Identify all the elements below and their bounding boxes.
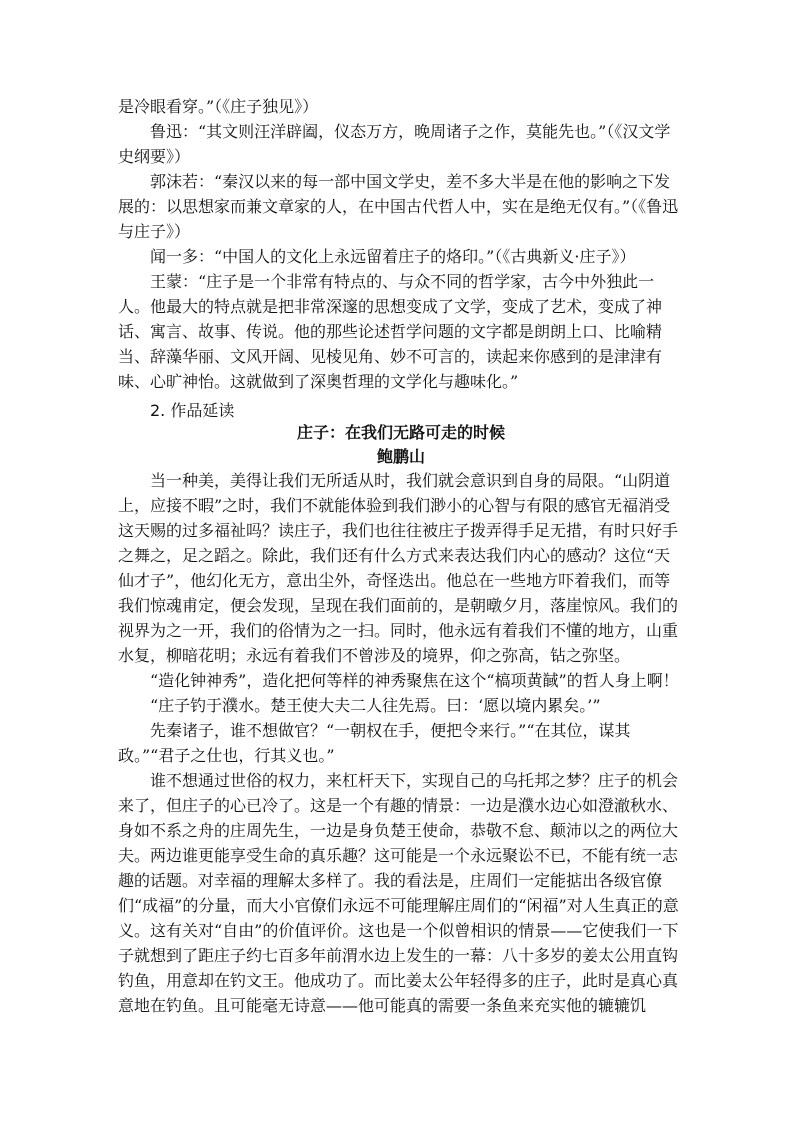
article-paragraph-1: 当一种美，美得让我们无所适从时，我们就会意识到自身的局限。“山阴道上，应接不暇”之时，我们不就能体验到我们渺小的心智与有限的感官无福消受这天赐的过多福祉吗？读庄子，我们也往往被庄子拨弄得手足无措，有时只好手之舞之，足之蹈之。除此，我们还有什么方式来表达我们内心的感动？这位“天仙才子”，他幻化无方，意出尘外，奇怪迭出。他总在一些地方吓着我们，而等我们惊魂甫定，便会发现，呈现在我们面前的，是朝暾夕月，落崖惊风。我们的视界为之一开，我们的俗情为之一扫。同时，他永远有着我们不懂的地方，山重水复，柳暗花明；永远有着我们不曾涉及的境界，仰之弥高，钻之弥坚。: [118, 471, 679, 665]
article-paragraph-4: 先秦诸子，谁不想做官？“一朝权在手，便把令来行。”“在其位，谋其政。”“君子之仕也，行其义也。”: [118, 721, 631, 765]
article-paragraph-5: 谁不想通过世俗的权力，来杠杆天下，实现自己的乌托邦之梦？庄子的机会来了，但庄子的心已冷了。这是一个有趣的情景：一边是濮水边心如澄澈秋水、身如不系之舟的庄周先生，一边是身负楚王使命，恭敬不怠、颠沛以之的两位大夫。两边谁更能享受生命的真乐趣？这可能是一个永远聚讼不已，不能有统一志趣的话题。对幸福的理解太多样了。我的看法是，庄周们一定能掂出各级官僚们“成福”的分量，而大小官僚们永远不可能理解庄周们的“闲福”对人生真正的意义。这有关对“自由”的价值评价。这也是一个似曾相识的情景——它使我们一下子就想到了距庄子约七百多年前渭水边上发生的一幕：八十多岁的姜太公用直钩钓鱼，用意却在钓文王。他成功了。而比姜太公年轻得多的庄子，此时是真心真意地在钓鱼。且可能毫无诗意——他可能真的需要一条鱼来充实他的辘辘饥: [118, 771, 679, 1015]
quote-guo-moruo: 郭沫若：“秦汉以来的每一部中国文学史，差不多大半是在他的影响之下发展的：以思想家而兼文章家的人，在中国古代哲人中，实在是绝无仅有。”（《鲁迅与庄子》）: [118, 172, 679, 241]
quote-continuation: 是冷眼看穿。”（《庄子独见》）: [118, 97, 319, 116]
article-author: 鲍鹏山: [376, 447, 425, 466]
article-paragraph-2: “造化钟神秀”，造化把何等样的神秀聚焦在这个“槁项黄馘”的哲人身上啊！: [150, 671, 679, 690]
section-heading: 2. 作品延读: [150, 401, 235, 420]
quote-lu-xun: 鲁迅：“其文则汪洋辟阖，仪态万方，晚周诸子之作，莫能先也。”（《汉文学史纲要》）: [118, 122, 671, 166]
article-paragraph-3: “庄子钓于濮水。楚王使大夫二人往先焉。曰：‘愿以境内累矣。’”: [150, 696, 601, 715]
quote-wen-yiduo: 闻一多：“中国人的文化上永远留着庄子的烙印。”（《古典新义·庄子》）: [150, 247, 636, 266]
quote-wang-meng: 王蒙：“庄子是一个非常有特点的、与众不同的哲学家，古今中外独此一人。他最大的特点就是把非常深邃的思想变成了文学，变成了艺术，变成了神话、寓言、故事、传说。他的那些论述哲学问题的文字都是朗朗上口、比喻精当、辞藻华丽、文风开阔、见棱见角、妙不可言的，读起来你感到的是津津有味、心旷神怡。这就做到了深奥哲理的文学化与趣味化。”: [118, 272, 663, 391]
article-title: 庄子：在我们无路可走的时候: [296, 423, 505, 442]
